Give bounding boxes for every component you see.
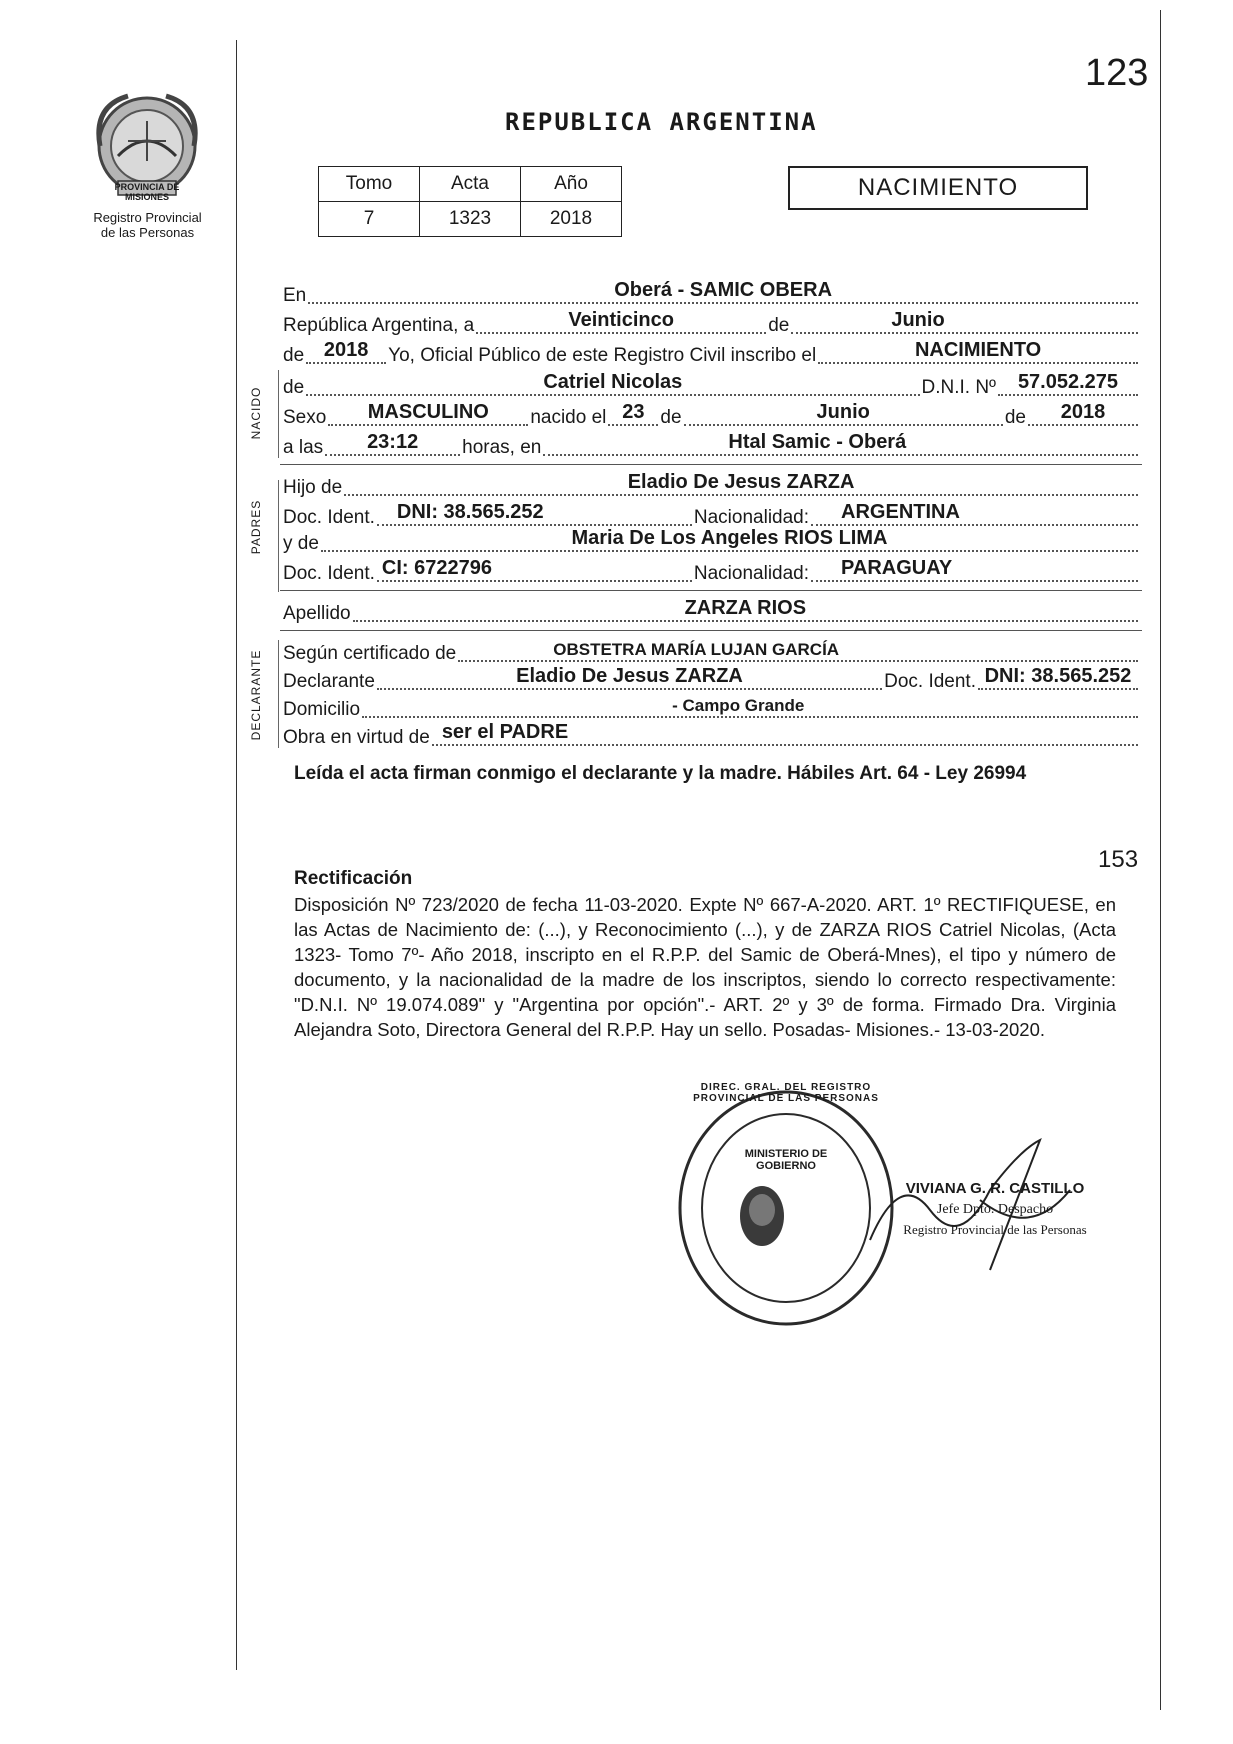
field-month <box>791 308 1138 334</box>
field-place <box>308 278 1138 304</box>
registry-line-2: de las Personas <box>100 225 195 240</box>
row-mother-doc <box>283 556 1140 586</box>
row-obra <box>283 720 1140 750</box>
label-certificado: Según certificado de <box>283 643 457 664</box>
value-certificado: OBSTETRA MARÍA LUJAN GARCÍA <box>553 640 840 659</box>
separator-1 <box>280 464 1142 465</box>
record-type-box: NACIMIENTO <box>788 166 1088 210</box>
value-name: Catriel Nicolas <box>543 371 683 393</box>
value-act: NACIMIENTO <box>914 339 1042 361</box>
value-ano: 2018 <box>521 202 622 237</box>
separator-3 <box>280 630 1142 631</box>
label-en: En <box>283 285 307 306</box>
value-day: 23 <box>622 401 645 423</box>
label-nacido-de-3: de <box>1004 407 1026 428</box>
row-nacido-name <box>283 370 1140 400</box>
field-nacido-month <box>684 400 1003 426</box>
row-en <box>283 278 1140 308</box>
page-number: 123 <box>1085 52 1149 94</box>
field-mother <box>321 526 1138 552</box>
row-apellido <box>283 596 1140 626</box>
value-day-words: Veinticinco <box>568 309 674 331</box>
registry-line-1: Registro Provincial <box>93 210 202 225</box>
label-republica: República Argentina, a <box>283 315 475 336</box>
label-declarante: Declarante <box>283 671 375 692</box>
field-mother-nat <box>811 556 1138 582</box>
right-margin-line <box>1160 10 1161 1710</box>
padres-section-label: PADRES <box>249 499 263 555</box>
row-certificado <box>283 636 1140 666</box>
signer-org: Registro Provincial de las Personas <box>903 1222 1087 1237</box>
row-nacido-sexo <box>283 400 1140 430</box>
field-year <box>306 338 386 364</box>
field-day <box>608 400 658 426</box>
field-father-nat <box>811 500 1138 526</box>
label-alas: a las <box>283 437 324 458</box>
label-mother-doc: Doc. Ident. <box>283 563 375 584</box>
value-father-nat: ARGENTINA <box>841 501 960 523</box>
field-day-words <box>476 308 766 334</box>
value-mother-nat: PARAGUAY <box>841 557 953 579</box>
rectification-number: 153 <box>1098 846 1139 873</box>
field-dni <box>998 370 1138 396</box>
value-sexo: MASCULINO <box>367 401 489 423</box>
value-decl-doc: DNI: 38.565.252 <box>984 665 1132 687</box>
header-tomo: Tomo <box>319 167 420 202</box>
field-decl-doc <box>978 664 1138 690</box>
field-time <box>325 430 460 456</box>
row-y-de <box>283 526 1140 556</box>
label-de: de <box>768 315 790 336</box>
signer-name: VIVIANA G. R. CASTILLO <box>905 1180 1085 1197</box>
field-declarante <box>377 664 882 690</box>
signer-title: Jefe Dpto. Despacho <box>936 1202 1054 1217</box>
closing-note: Leída el acta firman conmigo el declarante y la madre. Hábiles Art. 64 - Ley 26994 <box>294 763 1027 784</box>
field-name <box>306 370 919 396</box>
province-logo <box>88 86 206 211</box>
value-year: 2018 <box>323 339 369 361</box>
field-father-doc <box>377 500 692 526</box>
value-declarante: Eladio De Jesus ZARZA <box>516 665 743 687</box>
value-apellido: ZARZA RIOS <box>684 597 807 619</box>
label-nacido-el: nacido el <box>530 407 607 428</box>
label-apellido: Apellido <box>283 603 351 624</box>
field-birth-place <box>543 430 1138 456</box>
row-nacido-hora <box>283 430 1140 460</box>
header-acta: Acta <box>420 167 521 202</box>
field-nacido-year <box>1028 400 1138 426</box>
value-acta: 1323 <box>420 202 521 237</box>
value-dni: 57.052.275 <box>1017 371 1119 393</box>
field-apellido <box>353 596 1138 622</box>
country-title: REPUBLICA ARGENTINA <box>505 108 818 136</box>
nacido-section-label: NACIDO <box>249 386 263 440</box>
stamp-ring-text: DIREC. GRAL. DEL REGISTRO PROVINCIAL DE LAS PERSONAS <box>693 1082 879 1104</box>
value-tomo: 7 <box>319 202 420 237</box>
rectification-title: Rectificación <box>294 868 413 889</box>
label-obra: Obra en virtud de <box>283 727 430 748</box>
field-certificado <box>458 636 1138 662</box>
label-hijo-de: Hijo de <box>283 477 343 498</box>
label-father-doc: Doc. Ident. <box>283 507 375 528</box>
rectification-body: Disposición Nº 723/2020 de fecha 11-03-2020. Expte Nº 667-A-2020. ART. 1º RECTIFIQUESE, en las Actas de Nacimiento de: (...), y Reconocimiento (...), y de ZARZA RIOS Catriel Nicolas, (Acta 1323- Tomo 7º- Año 2018, inscripto en el R.P.P. del Samic de Oberá-Mnes), el tipo y número de documento, y la nacionalidad de la madre de los inscriptos, siendo lo correcto respectivamente: "D.N.I. Nº 19.074.089" y "Argentina por opción".- ART. 2º y 3º de forma. Firmado Dra. Virginia Alejandra Soto, Directora General del R.P.P. Hay un sello. Posadas- Misiones.- 13-03-2020. <box>294 894 1116 1040</box>
nacido-bar <box>278 370 279 458</box>
value-father-doc: DNI: 38.565.252 <box>396 501 544 523</box>
signature-block <box>880 1170 1160 1290</box>
field-obra <box>432 720 1138 746</box>
label-horas: horas, en <box>462 437 542 458</box>
padres-bar <box>278 480 279 592</box>
registry-name <box>70 210 225 240</box>
row-declarante <box>283 664 1140 694</box>
label-yo: Yo, Oficial Público de este Registro Civil inscribo el <box>388 345 817 366</box>
value-obra: ser el PADRE <box>441 721 569 743</box>
label-sexo: Sexo <box>283 407 327 428</box>
label-decl-doc: Doc. Ident. <box>884 671 976 692</box>
value-time: 23:12 <box>367 431 419 453</box>
field-domicilio <box>362 692 1138 718</box>
field-mother-doc <box>377 556 692 582</box>
stamp-inner-text: MINISTERIO DE GOBIERNO <box>744 1148 828 1172</box>
field-father <box>344 470 1138 496</box>
row-hijo-de <box>283 470 1140 500</box>
label-father-nat: Nacionalidad: <box>693 507 810 528</box>
header-ano: Año <box>521 167 622 202</box>
row-domicilio <box>283 692 1140 722</box>
value-place: Oberá - SAMIC OBERA <box>614 279 833 301</box>
value-mother: Maria De Los Angeles RIOS LIMA <box>571 527 888 549</box>
logo-text: PROVINCIA DE MISIONES <box>114 182 180 202</box>
row-year <box>283 338 1140 368</box>
label-dni: D.N.I. Nº <box>921 377 996 398</box>
value-birth-place: Htal Samic - Oberá <box>728 431 907 453</box>
label-domicilio: Domicilio <box>283 699 361 720</box>
label-nacido-de-2: de <box>660 407 682 428</box>
value-father: Eladio De Jesus ZARZA <box>627 471 855 493</box>
label-y-de: y de <box>283 533 319 554</box>
value-month: Junio <box>891 309 945 331</box>
row-republica <box>283 308 1140 338</box>
value-domicilio: - Campo Grande <box>672 696 805 715</box>
label-mother-nat: Nacionalidad: <box>693 563 810 584</box>
declarante-bar <box>278 640 279 748</box>
declarante-section-label: DECLARANTE <box>249 649 263 741</box>
separator-2 <box>280 590 1142 591</box>
value-nacido-year: 2018 <box>1060 401 1106 423</box>
record-table <box>318 166 622 237</box>
label-nacido-de: de <box>283 377 305 398</box>
label-de-2: de <box>283 345 305 366</box>
value-mother-doc: CI: 6722796 <box>381 557 492 579</box>
field-sexo <box>328 400 528 426</box>
field-act <box>818 338 1138 364</box>
left-margin-line <box>236 40 237 1670</box>
value-nacido-month: Junio <box>816 401 870 423</box>
